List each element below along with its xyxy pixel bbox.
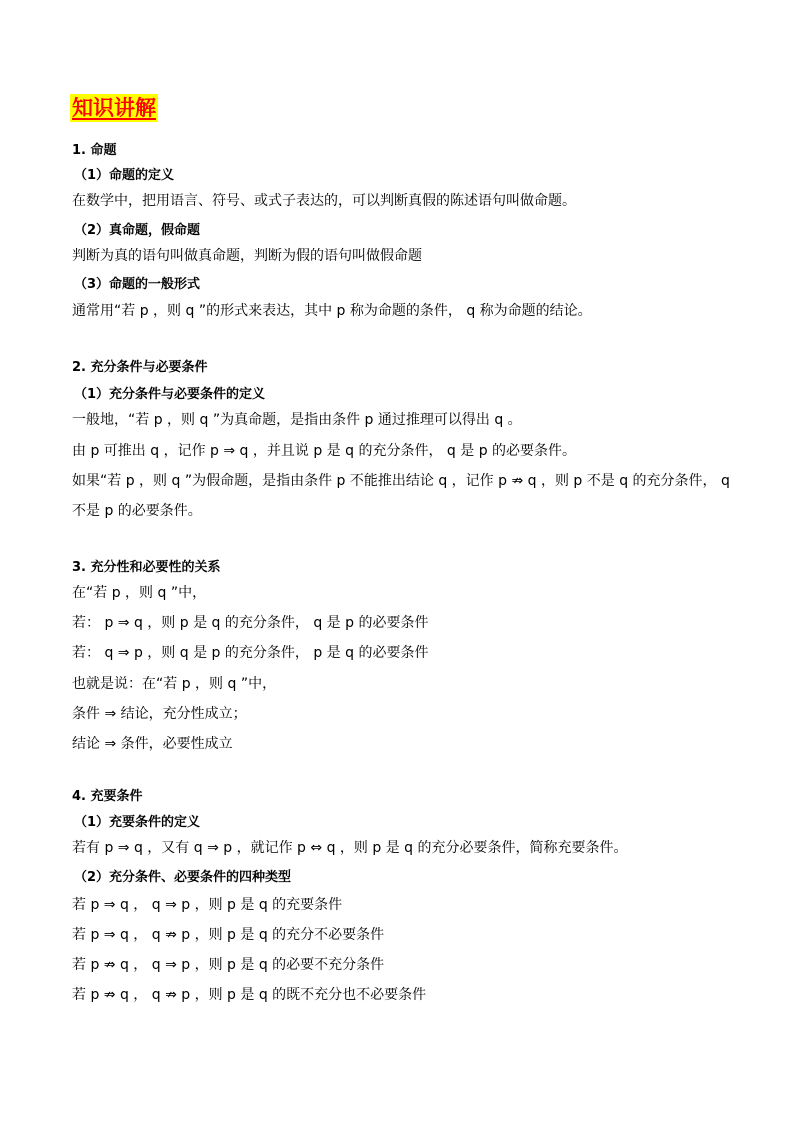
paragraph-line: 若 p ⇒ q ， q ⇏ p ，则 p 是 q 的充分不必要条件: [72, 927, 385, 943]
paragraph-line: 判断为真的语句叫做真命题，判断为假的语句叫做假命题: [72, 248, 422, 264]
section-heading: 3. 充分性和必要性的关系: [72, 560, 221, 575]
subsection-heading: （2）充分条件、必要条件的四种类型: [74, 870, 292, 885]
subsection-heading: （1）充要条件的定义: [74, 815, 201, 830]
paragraph-line: 也就是说：在“若 p ，则 q ”中，: [72, 676, 277, 692]
subsection-heading: （3）命题的一般形式: [74, 277, 201, 292]
paragraph-line: 一般地，“若 p ，则 q ”为真命题，是指由条件 p 通过推理可以得出 q 。: [72, 412, 522, 428]
paragraph-line: 在“若 p ，则 q ”中，: [72, 585, 207, 601]
page-title: 知识讲解: [72, 96, 156, 120]
paragraph-line: 若有 p ⇒ q ，又有 q ⇒ p ，就记作 p ⇔ q ，则 p 是 q 的充分必要条件，简称充要条件。: [72, 840, 628, 856]
subsection-heading: （1）命题的定义: [74, 168, 175, 183]
paragraph-line: 不是 p 的必要条件。: [72, 503, 202, 519]
paragraph-line: 通常用“若 p ，则 q ”的形式来表达，其中 p 称为命题的条件， q 称为命题的结论。: [72, 303, 592, 319]
paragraph-line: 条件 ⇒ 结论，充分性成立；: [72, 706, 247, 722]
paragraph-line: 在数学中，把用语言、符号、或式子表达的，可以判断真假的陈述语句叫做命题。: [72, 193, 576, 209]
section-heading: 4. 充要条件: [72, 789, 143, 804]
paragraph-line: 结论 ⇒ 条件，必要性成立: [72, 736, 233, 752]
paragraph-line: 若： p ⇒ q ，则 p 是 q 的充分条件， q 是 p 的必要条件: [72, 615, 429, 631]
section-heading: 2. 充分条件与必要条件: [72, 360, 208, 375]
section-heading: 1. 命题: [72, 143, 117, 158]
paragraph-line: 若 p ⇏ q ， q ⇒ p ，则 p 是 q 的必要不充分条件: [72, 957, 385, 973]
paragraph-line: 若 p ⇒ q ， q ⇒ p ，则 p 是 q 的充要条件: [72, 897, 343, 913]
paragraph-line: 由 p 可推出 q ，记作 p ⇒ q ，并且说 p 是 q 的充分条件， q 是 p 的必要条件。: [72, 443, 577, 459]
paragraph-line: 若： q ⇒ p ，则 q 是 p 的充分条件， p 是 q 的必要条件: [72, 645, 429, 661]
subsection-heading: （2）真命题，假命题: [74, 223, 201, 238]
subsection-heading: （1）充分条件与必要条件的定义: [74, 387, 266, 402]
paragraph-line: 若 p ⇏ q ， q ⇏ p ，则 p 是 q 的既不充分也不必要条件: [72, 987, 427, 1003]
paragraph-line: 如果“若 p ，则 q ”为假命题，是指由条件 p 不能推出结论 q ，记作 p ⇏ q ，则 p 不是 q 的充分条件， q: [72, 473, 730, 489]
